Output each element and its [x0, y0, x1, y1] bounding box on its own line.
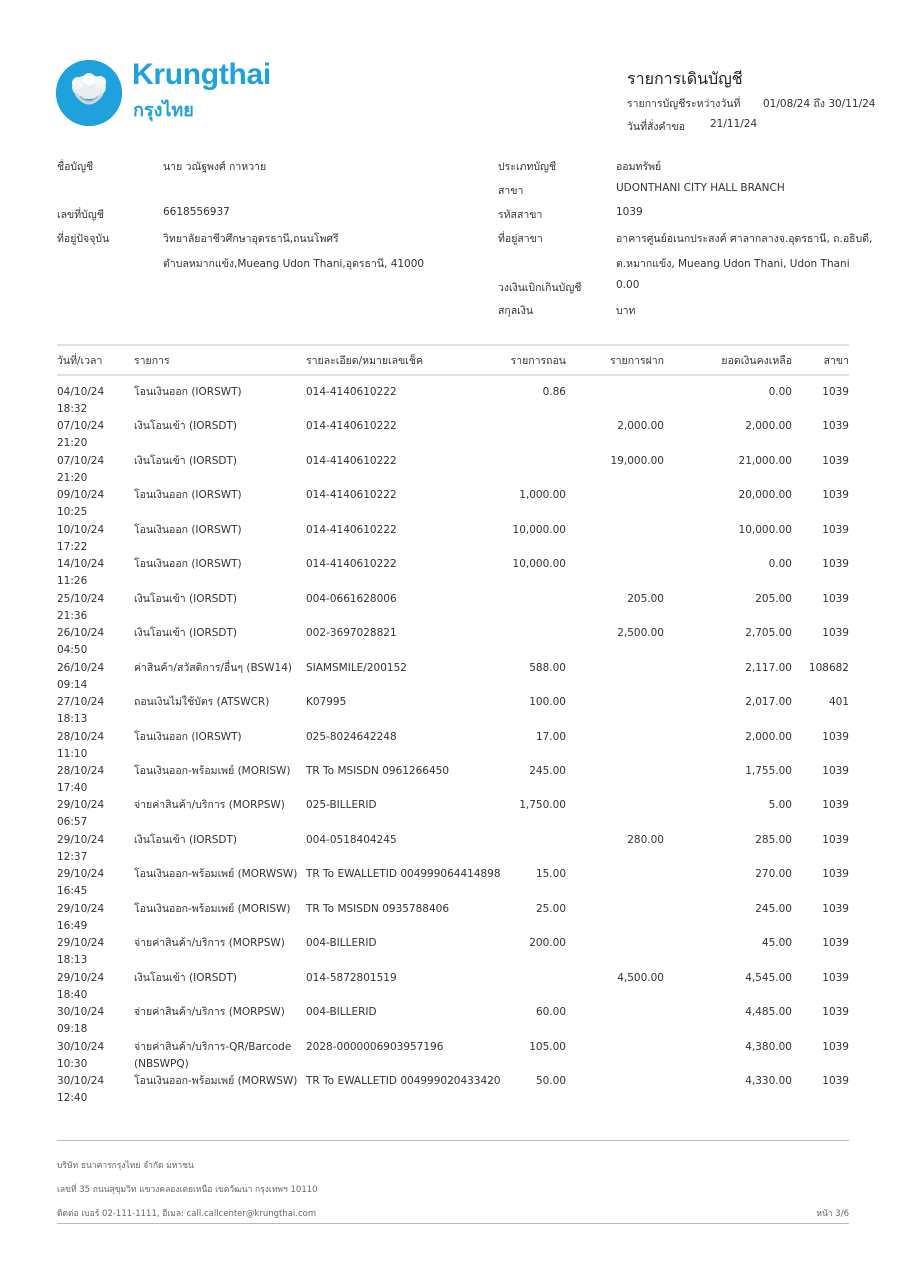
table-row [0, 729, 906, 763]
row-withdrawal: 0.86 [542, 386, 566, 398]
brand-name-th: กรุงไทย [133, 100, 194, 121]
page-number: หน้า 3/6 [816, 1209, 849, 1219]
row-date-value: 26/10/24 [57, 627, 105, 640]
row-date-value: 07/10/24 [57, 454, 105, 467]
row-balance: 4,485.00 [745, 1006, 792, 1019]
row-date-value: 30/10/24 [57, 1006, 105, 1019]
table-row [0, 970, 906, 1004]
row-branch: 1039 [822, 799, 849, 812]
row-date-value: 25/10/24 [57, 592, 105, 605]
address-line-2: ตำบลหมากแข้ง,Mueang Udon Thani,อุดรธานี, 41000 [163, 258, 425, 270]
table-row [0, 591, 906, 625]
row-branch: 401 [828, 696, 849, 709]
row-description: เงินโอนเข้า (IORSDT) [134, 454, 238, 467]
row-branch: 1039 [822, 1040, 849, 1053]
row-detail: 014-4140610222 [306, 420, 397, 433]
row-deposit: 205.00 [627, 592, 664, 605]
row-description: เงินโอนเข้า (IORSDT) [134, 420, 238, 433]
row-date [57, 1004, 104, 1038]
account-name-label: ชื่อบัญชี [57, 161, 94, 173]
row-time-value: 10:30 [57, 1057, 88, 1070]
row-balance: 10,000.00 [738, 523, 792, 536]
row-balance: 285.00 [755, 833, 792, 846]
brand-name-en: Krungthai [132, 58, 271, 91]
row-description: โอนเงินออก (IORSWT) [134, 523, 242, 536]
document-title: รายการเดินบัญชี [627, 69, 743, 88]
row-date [57, 1039, 104, 1073]
row-branch: 1039 [822, 833, 849, 846]
footer-contact: ติดต่อ เบอร์ 02-111-1111, อีเมล: call.callcenter@krungthai.com [57, 1209, 317, 1219]
header-datetime: วันที่/เวลา [57, 355, 103, 367]
row-date [57, 487, 104, 521]
row-time-value: 06:57 [57, 816, 88, 829]
row-branch: 1039 [822, 868, 849, 881]
branch-label: สาขา [498, 185, 524, 197]
row-branch: 1039 [822, 489, 849, 502]
row-detail: 014-4140610222 [306, 558, 397, 571]
row-date-value: 29/10/24 [57, 833, 105, 846]
row-time-value: 16:45 [57, 885, 88, 898]
branch-value: UDONTHANI CITY HALL BRANCH [616, 182, 785, 194]
row-date-value: 28/10/24 [57, 764, 105, 777]
row-date [57, 453, 104, 487]
branch-address-line-2: ต.หมากแข้ง, Mueang Udon Thani, Udon Thani [616, 258, 850, 270]
row-balance: 4,330.00 [745, 1075, 792, 1087]
row-date [57, 866, 104, 900]
row-time-value: 17:22 [57, 540, 88, 553]
row-description: โอนเงินออก (IORSWT) [134, 386, 242, 398]
row-description: เงินโอนเข้า (IORSDT) [134, 627, 238, 640]
row-balance: 20,000.00 [738, 489, 792, 502]
footer-top-divider [57, 1140, 849, 1141]
row-withdrawal: 245.00 [529, 764, 566, 777]
row-detail: TR To MSISDN 0961266450 [306, 764, 450, 777]
row-detail: 014-4140610222 [306, 386, 397, 398]
table-row [0, 556, 906, 590]
row-date [57, 901, 104, 935]
row-date-value: 30/10/24 [57, 1075, 105, 1087]
row-detail: 004-0661628006 [306, 592, 397, 605]
row-detail: 014-4140610222 [306, 523, 397, 536]
table-row [0, 660, 906, 694]
row-detail: TR To MSISDN 0935788406 [306, 902, 450, 915]
table-row [0, 901, 906, 935]
row-withdrawal: 15.00 [535, 868, 566, 881]
row-branch: 108682 [808, 661, 849, 674]
row-description: จ่ายค่าสินค้า/บริการ (MORPSW) [134, 1006, 285, 1019]
row-date [57, 660, 104, 694]
table-row [0, 487, 906, 521]
row-time-value: 12:40 [57, 1092, 88, 1104]
row-time-value: 04:50 [57, 644, 88, 657]
row-balance: 21,000.00 [738, 454, 792, 467]
row-date [57, 729, 104, 763]
row-branch: 1039 [822, 420, 849, 433]
row-detail: 2028-0000006903957196 [306, 1040, 444, 1053]
row-description: จ่ายค่าสินค้า/บริการ (MORPSW) [134, 799, 285, 812]
header-description: รายการ [134, 355, 170, 367]
krungthai-logo-icon [56, 60, 122, 126]
row-branch: 1039 [822, 902, 849, 915]
row-date-value: 28/10/24 [57, 730, 105, 743]
branch-code-value: 1039 [616, 206, 643, 218]
row-time-value: 11:26 [57, 575, 88, 588]
row-description: โอนเงินออก (IORSWT) [134, 730, 242, 743]
row-description: โอนเงินออก-พร้อมเพย์ (MORISW) [134, 902, 291, 915]
overdraft-value: 0.00 [616, 279, 640, 291]
row-date-value: 14/10/24 [57, 558, 105, 571]
branch-address-line-1: อาคารศูนย์อเนกประสงค์ ศาลากลางจ.อุดรธานี, ถ.อธิบดี, [616, 233, 873, 245]
row-description: เงินโอนเข้า (IORSDT) [134, 592, 238, 605]
row-deposit: 2,500.00 [617, 627, 664, 640]
row-detail: 004-BILLERID [306, 937, 377, 950]
row-description: โอนเงินออก-พร้อมเพย์ (MORWSW) [134, 1075, 298, 1087]
row-deposit: 19,000.00 [610, 454, 664, 467]
row-detail: 014-5872801519 [306, 971, 397, 984]
row-branch: 1039 [822, 730, 849, 743]
row-withdrawal: 60.00 [535, 1006, 566, 1019]
account-number-label: เลขที่บัญชี [57, 209, 104, 221]
row-detail: TR To EWALLETID 004999064414898 [306, 868, 501, 881]
table-row [0, 763, 906, 797]
row-detail: 014-4140610222 [306, 454, 397, 467]
address-label: ที่อยู่ปัจจุบัน [57, 233, 110, 245]
table-row [0, 832, 906, 866]
row-time-value: 18:40 [57, 988, 88, 1001]
currency-label: สกุลเงิน [498, 305, 534, 317]
row-date [57, 1073, 104, 1107]
row-date-value: 29/10/24 [57, 937, 105, 950]
row-branch: 1039 [822, 627, 849, 640]
row-time-value: 21:36 [57, 609, 88, 622]
row-branch: 1039 [822, 764, 849, 777]
table-top-divider [57, 344, 849, 346]
row-time-value: 10:25 [57, 506, 88, 519]
table-row [0, 935, 906, 969]
row-branch: 1039 [822, 971, 849, 984]
row-balance: 1,755.00 [745, 764, 792, 777]
header-branch: สาขา [823, 355, 849, 367]
row-description: ถอนเงินไม่ใช้บัตร (ATSWCR) [134, 696, 270, 709]
row-time-value: 09:14 [57, 678, 88, 691]
currency-value: บาท [616, 305, 636, 317]
row-time-value: 12:37 [57, 850, 88, 863]
row-date-value: 29/10/24 [57, 971, 105, 984]
row-branch: 1039 [822, 1075, 849, 1087]
row-date [57, 935, 104, 969]
footer-bottom-divider [57, 1223, 849, 1224]
row-detail: 004-0518404245 [306, 833, 397, 846]
row-detail: 004-BILLERID [306, 1006, 377, 1019]
row-branch: 1039 [822, 558, 849, 571]
period-label: รายการบัญชีระหว่างวันที่ [627, 98, 741, 110]
row-detail: SIAMSMILE/200152 [306, 661, 407, 674]
row-time-value: 18:32 [57, 403, 88, 415]
row-time-value: 18:13 [57, 713, 88, 726]
row-description: ค่าสินค้า/สวัสดิการ/อื่นๆ (BSW14) [134, 661, 293, 674]
row-balance: 4,545.00 [745, 971, 792, 984]
row-detail: 025-8024642248 [306, 730, 397, 743]
row-detail: K07995 [306, 696, 347, 709]
row-balance: 5.00 [768, 799, 792, 812]
header-detail: รายละเอียด/หมายเลขเช็ค [306, 355, 423, 367]
row-description: โอนเงินออก (IORSWT) [134, 489, 242, 502]
table-header-divider [57, 374, 849, 376]
row-time-value: 17:40 [57, 781, 88, 794]
row-deposit: 2,000.00 [617, 420, 664, 433]
table-row [0, 797, 906, 831]
row-time-value: 21:20 [57, 437, 88, 450]
row-date [57, 625, 104, 659]
row-balance: 245.00 [755, 902, 792, 915]
request-date-label: วันที่สั่งคำขอ [627, 121, 685, 133]
row-balance: 2,000.00 [745, 420, 792, 433]
row-date-value: 26/10/24 [57, 661, 105, 674]
header-deposit: รายการฝาก [610, 355, 664, 367]
row-balance: 2,117.00 [745, 661, 792, 674]
row-date [57, 970, 104, 1004]
footer-address: เลขที่ 35 ถนนสุขุมวิท แขวงคลองเตยเหนือ เขตวัฒนา กรุงเทพฯ 10110 [57, 1185, 318, 1195]
address-line-1: วิทยาลัยอาชีวศึกษาอุดรธานี,ถนนโพศรี [163, 233, 339, 245]
table-row [0, 1039, 906, 1073]
row-branch: 1039 [822, 523, 849, 536]
row-date [57, 763, 104, 797]
table-row [0, 625, 906, 659]
branch-code-label: รหัสสาขา [498, 209, 543, 221]
row-time-value: 11:10 [57, 747, 88, 760]
row-description: เงินโอนเข้า (IORSDT) [134, 833, 238, 846]
row-withdrawal: 588.00 [529, 661, 566, 674]
table-row [0, 522, 906, 556]
period-value: 01/08/24 ถึง 30/11/24 [763, 98, 876, 110]
row-branch: 1039 [822, 454, 849, 467]
row-detail: TR To EWALLETID 004999020433420 [306, 1075, 501, 1087]
row-date [57, 694, 104, 728]
account-type-label: ประเภทบัญชี [498, 161, 557, 173]
row-date [57, 522, 104, 556]
row-date [57, 418, 104, 452]
row-description: จ่ายค่าสินค้า/บริการ (MORPSW) [134, 937, 285, 950]
row-time-value: 09:18 [57, 1023, 88, 1036]
row-detail: 002-3697028821 [306, 627, 397, 640]
row-date-value: 27/10/24 [57, 696, 105, 709]
footer-company: บริษัท ธนาคารกรุงไทย จำกัด มหาชน [57, 1161, 194, 1171]
row-withdrawal: 1,750.00 [519, 799, 566, 812]
row-balance: 270.00 [755, 868, 792, 881]
account-type-value: ออมทรัพย์ [616, 161, 662, 173]
row-deposit: 4,500.00 [617, 971, 664, 984]
account-number-value: 6618556937 [163, 206, 230, 218]
row-withdrawal: 50.00 [535, 1075, 566, 1087]
row-balance: 205.00 [755, 592, 792, 605]
row-date-value: 30/10/24 [57, 1040, 105, 1053]
row-balance: 2,705.00 [745, 627, 792, 640]
row-date [57, 797, 104, 831]
row-description: โอนเงินออก-พร้อมเพย์ (MORISW) [134, 764, 291, 777]
row-description: จ่ายค่าสินค้า/บริการ-QR/Barcode (NBSWPQ) [134, 1040, 292, 1070]
row-date [57, 591, 104, 625]
row-date-value: 10/10/24 [57, 523, 105, 536]
row-time-value: 16:49 [57, 919, 88, 932]
row-branch: 1039 [822, 592, 849, 605]
row-date [57, 556, 104, 590]
table-row [0, 866, 906, 900]
row-balance: 0.00 [768, 558, 792, 571]
request-date-value: 21/11/24 [710, 118, 758, 130]
row-date-value: 09/10/24 [57, 489, 105, 502]
row-withdrawal: 1,000.00 [519, 489, 566, 502]
row-time-value: 18:13 [57, 954, 88, 967]
row-time-value: 21:20 [57, 471, 88, 484]
row-description: โอนเงินออก (IORSWT) [134, 558, 242, 571]
row-branch: 1039 [822, 937, 849, 950]
row-withdrawal: 25.00 [535, 902, 566, 915]
row-balance: 45.00 [761, 937, 792, 950]
row-detail: 025-BILLERID [306, 799, 377, 812]
row-date [57, 832, 104, 866]
table-row [0, 1073, 906, 1107]
row-date-value: 29/10/24 [57, 868, 105, 881]
row-withdrawal: 10,000.00 [512, 523, 566, 536]
row-withdrawal: 10,000.00 [512, 558, 566, 571]
table-row [0, 418, 906, 452]
row-withdrawal: 17.00 [535, 730, 566, 743]
row-date-value: 07/10/24 [57, 420, 105, 433]
row-date-value: 29/10/24 [57, 799, 105, 812]
row-description: โอนเงินออก-พร้อมเพย์ (MORWSW) [134, 868, 298, 881]
branch-address-label: ที่อยู่สาขา [498, 233, 543, 245]
row-withdrawal: 105.00 [529, 1040, 566, 1053]
row-date [57, 384, 104, 418]
row-deposit: 280.00 [627, 833, 664, 846]
row-branch: 1039 [822, 386, 849, 398]
row-date-value: 04/10/24 [57, 386, 105, 398]
table-row [0, 694, 906, 728]
row-balance: 2,000.00 [745, 730, 792, 743]
row-detail: 014-4140610222 [306, 489, 397, 502]
table-row [0, 384, 906, 418]
row-balance: 2,017.00 [745, 696, 792, 709]
row-withdrawal: 200.00 [529, 937, 566, 950]
row-withdrawal: 100.00 [529, 696, 566, 709]
table-row [0, 453, 906, 487]
row-balance: 0.00 [768, 386, 792, 398]
row-date-value: 29/10/24 [57, 902, 105, 915]
overdraft-label: วงเงินเบิกเกินบัญชี [498, 282, 582, 294]
row-balance: 4,380.00 [745, 1040, 792, 1053]
row-description: เงินโอนเข้า (IORSDT) [134, 971, 238, 984]
table-row [0, 1004, 906, 1038]
header-balance: ยอดเงินคงเหลือ [721, 355, 792, 367]
account-name-value: นาย วณัฐพงศ์ กาหวาย [163, 161, 267, 173]
header-withdrawal: รายการถอน [510, 355, 566, 367]
row-branch: 1039 [822, 1006, 849, 1019]
